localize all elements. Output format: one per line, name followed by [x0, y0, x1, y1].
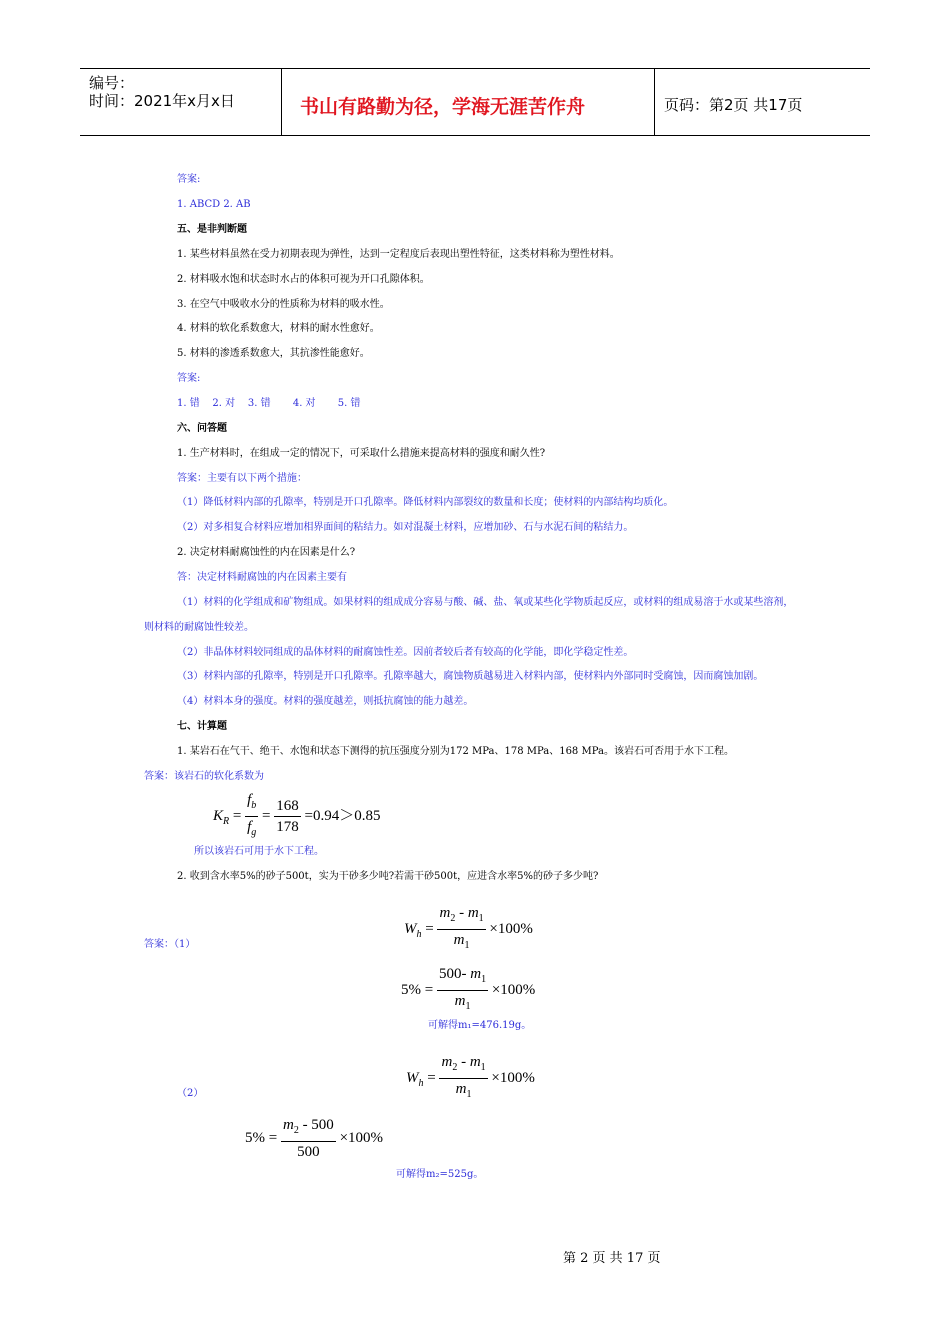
q2-answer-intro: 答：决定材料耐腐蚀的内在因素主要有	[177, 572, 347, 583]
softening-coefficient-formula: $K_R$ = $\frac{f_b}{f_g}$ = $\frac{168}{178}$ =0.94＞0.85	[213, 790, 380, 843]
c2-part2-label: （2）	[177, 1088, 204, 1099]
s5-item-3: 3. 在空气中吸收水分的性质称为材料的吸水性。	[177, 299, 390, 310]
header-page-info: 页码：第2页 共17页	[664, 96, 803, 114]
fb-fg-fraction: $\frac{f_b}{f_g}$	[247, 792, 257, 838]
section-5-title: 五、是非判断题	[177, 224, 247, 235]
moisture-formula-2: $W_h$ = $\frac{m_2 - m_1}{m_1}$ ×100%	[406, 1054, 535, 1100]
question-2: 2. 决定材料耐腐蚀性的内在因素是什么?	[177, 547, 356, 558]
header-time-label: 时间：2021年x月x日	[89, 92, 235, 110]
header-divider-1	[281, 69, 282, 136]
header-code-label: 编号：	[89, 74, 135, 92]
header-bottom-border	[80, 135, 870, 136]
c1-answer-intro: 答案：该岩石的软化系数为	[144, 771, 264, 782]
moisture-formula-b: 5% = $\frac{m_2 - 500}{500}$ ×100%	[245, 1117, 384, 1160]
question-1: 1. 生产材料时，在组成一定的情况下，可采取什么措施来提高材料的强度和耐久性?	[177, 448, 546, 459]
q2-answer-1a: （1）材料的化学组成和矿物组成。如果材料的组成成分容易与酸、碱、盐、氧或某些化学物质起反应，或材料的组成易溶于水或某些溶剂，	[177, 597, 794, 608]
header-slogan: 书山有路勤为径，学海无涯苦作舟	[300, 96, 586, 118]
answer-label-2: 答案:	[177, 373, 201, 384]
formula-result: =0.94＞0.85	[304, 807, 381, 824]
calc-question-2: 2. 收到含水率5%的砂子500t，实为干砂多少吨?若需干砂500t，应进含水率5%的砂子多少吨?	[177, 871, 599, 882]
q2-answer-4: （4）材料本身的强度。材料的强度越差，则抵抗腐蚀的能力越差。	[177, 696, 474, 707]
s5-item-2: 2. 材料吸水饱和状态时水占的体积可视为开口孔隙体积。	[177, 274, 430, 285]
s5-item-4: 4. 材料的软化系数愈大，材料的耐水性愈好。	[177, 323, 380, 334]
q1-answer-1: （1）降低材料内部的孔隙率，特别是开口孔隙率。降低材料内部裂纹的数量和长度；使材料的内部结构均质化。	[177, 497, 674, 508]
result-2: 可解得m₂=525g。	[396, 1169, 484, 1180]
c2-answer-label: 答案：（1）	[144, 939, 196, 950]
kr-symbol: K	[213, 807, 224, 824]
answer-2: 1. 错 2. 对 3. 错 4. 对 5. 错	[177, 398, 361, 409]
strength-ratio-fraction: $\frac{168}{178}$	[276, 798, 299, 835]
result-1: 可解得m₁=476.19g。	[428, 1020, 532, 1031]
q2-answer-1b: 则材料的耐腐蚀性较差。	[144, 622, 254, 633]
c1-conclusion: 所以该岩石可用于水下工程。	[194, 846, 324, 857]
calc-question-1: 1. 某岩石在气干、绝干、水饱和状态下测得的抗压强度分别为172 MPa、178 MPa、168 MPa。该岩石可否用于水下工程。	[177, 746, 734, 757]
q2-answer-3: （3）材料内部的孔隙率，特别是开口孔隙率。孔隙率越大，腐蚀物质越易进入材料内部，使材料内外部同时受腐蚀，因而腐蚀加剧。	[177, 671, 764, 682]
q2-answer-2: （2）非晶体材料较同组成的晶体材料的耐腐蚀性差。因前者较后者有较高的化学能，即化学稳定性差。	[177, 647, 634, 658]
section-6-title: 六、问答题	[177, 423, 227, 434]
moisture-formula-1: $W_h$ = $\frac{m_2 - m_1}{m_1}$ ×100%	[404, 905, 533, 951]
section-7-title: 七、计算题	[177, 721, 227, 732]
footer-page-number: 第 2 页 共 17 页	[563, 1251, 661, 1266]
header-divider-2	[654, 69, 655, 136]
q1-answer-2: （2）对多相复合材料应增加相界面间的粘结力。如对混凝土材料，应增加砂、石与水泥石间的粘结力。	[177, 522, 634, 533]
moisture-formula-a: 5% = $\frac{500- m_1}{m_1}$ ×100%	[401, 966, 536, 1012]
s5-item-5: 5. 材料的渗透系数愈大，其抗渗性能愈好。	[177, 348, 370, 359]
header-top-border	[80, 68, 870, 69]
s5-item-1: 1. 某些材料虽然在受力初期表现为弹性，达到一定程度后表现出塑性特征，这类材料称为塑性材料。	[177, 249, 620, 260]
answer-1: 1. ABCD 2. AB	[177, 199, 251, 210]
q1-answer-intro: 答案：主要有以下两个措施：	[177, 473, 307, 484]
answer-label-1: 答案:	[177, 174, 201, 185]
